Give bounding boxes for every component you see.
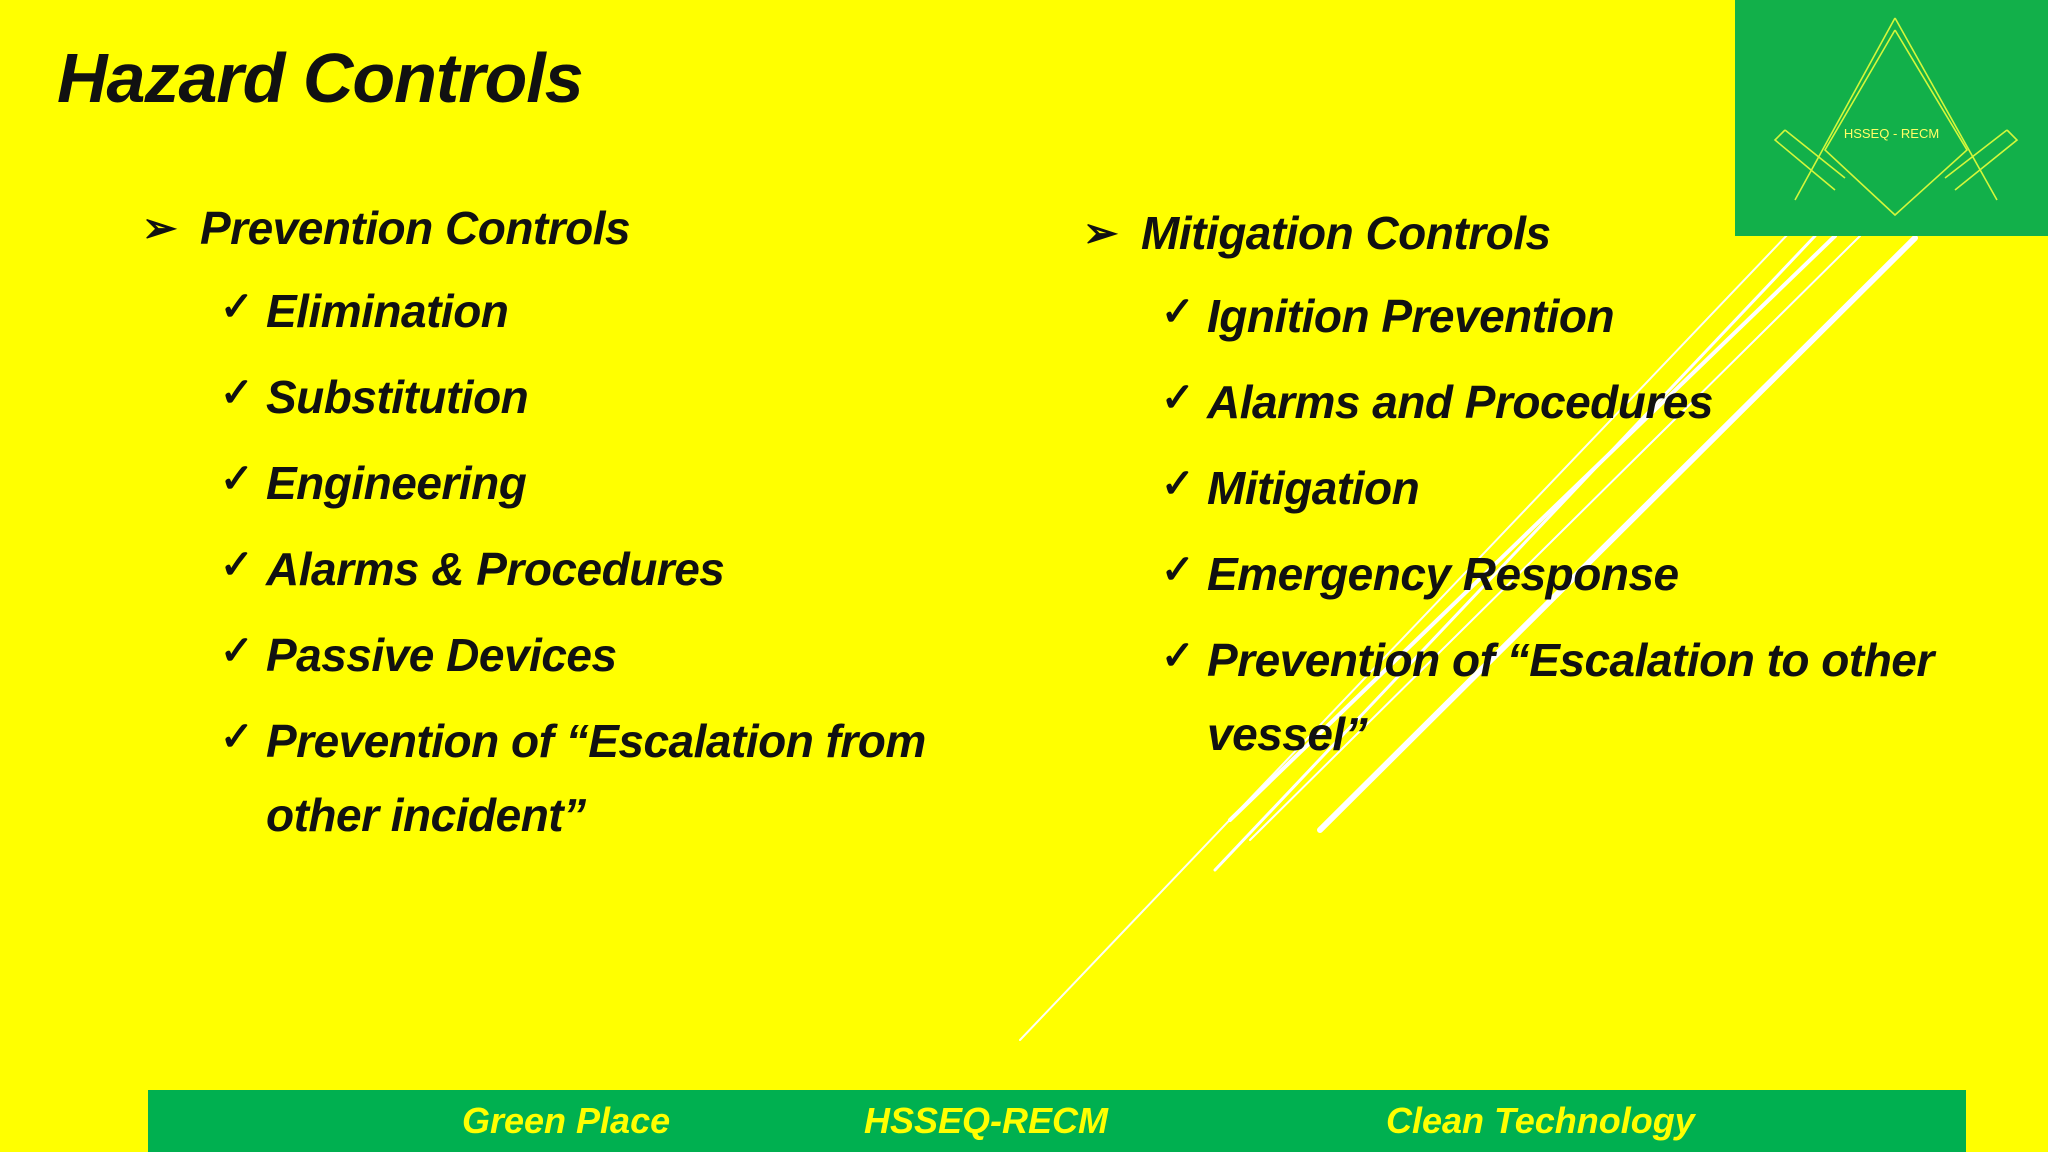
- list-item-label: Engineering: [266, 457, 527, 509]
- list-item: [220, 446, 1042, 520]
- footer-right-text: Clean Technology: [1386, 1100, 1695, 1141]
- list-item-label: Ignition Prevention: [1207, 290, 1615, 342]
- checkmark-icon: ✓: [220, 715, 254, 759]
- list-item-label: Emergency Response: [1207, 548, 1679, 600]
- logo-text: HSSEQ - RECM: [1843, 126, 1940, 141]
- checkmark-icon: ✓: [220, 285, 254, 329]
- prevention-controls-list: [142, 274, 1042, 852]
- checkmark-icon: ✓: [220, 629, 254, 673]
- list-item: [220, 704, 1042, 852]
- footer-left-text: Green Place: [462, 1100, 671, 1141]
- checkmark-icon: ✓: [220, 371, 254, 415]
- checkmark-icon: ✓: [220, 543, 254, 587]
- list-item: [1161, 365, 1943, 439]
- list-item: [1161, 623, 1943, 771]
- list-item-label: Alarms and Procedures: [1207, 376, 1713, 428]
- list-item-label: Prevention of “Escalation to other vessel”: [1207, 634, 1934, 760]
- checkmark-icon: ✓: [220, 457, 254, 501]
- prevention-controls-heading: [142, 196, 1042, 260]
- checkmark-icon: ✓: [1161, 462, 1195, 506]
- list-item-label: Mitigation: [1207, 462, 1420, 514]
- prevention-controls-heading-label: Prevention Controls: [200, 202, 631, 254]
- list-item-label: Alarms & Procedures: [266, 543, 725, 595]
- list-item: [1161, 451, 1943, 525]
- list-item-label: Substitution: [266, 371, 529, 423]
- company-logo: [1735, 0, 2048, 236]
- checkmark-icon: ✓: [1161, 376, 1195, 420]
- mitigation-controls-list: [1083, 279, 1943, 771]
- prevention-controls-column: [142, 196, 1042, 864]
- slide-title: Hazard Controls: [57, 39, 583, 117]
- list-item: [220, 532, 1042, 606]
- checkmark-icon: ✓: [1161, 290, 1195, 334]
- mitigation-controls-column: [1083, 201, 1943, 783]
- list-item-label: Prevention of “Escalation from other incident”: [266, 715, 926, 841]
- list-item: [1161, 279, 1943, 353]
- mitigation-controls-heading-label: Mitigation Controls: [1141, 207, 1551, 259]
- arrow-bullet-icon: ➢: [142, 204, 177, 251]
- checkmark-icon: ✓: [1161, 634, 1195, 678]
- list-item-label: Passive Devices: [266, 629, 617, 681]
- list-item-label: Elimination: [266, 285, 509, 337]
- arrow-bullet-icon: ➢: [1083, 209, 1118, 256]
- list-item: [1161, 537, 1943, 611]
- checkmark-icon: ✓: [1161, 548, 1195, 592]
- footer-bar: [148, 1090, 1966, 1152]
- compass-square-logo-icon: [1735, 0, 2048, 236]
- list-item: [220, 618, 1042, 692]
- list-item: [220, 360, 1042, 434]
- list-item: [220, 274, 1042, 348]
- footer-center-text: HSSEQ-RECM: [864, 1100, 1109, 1141]
